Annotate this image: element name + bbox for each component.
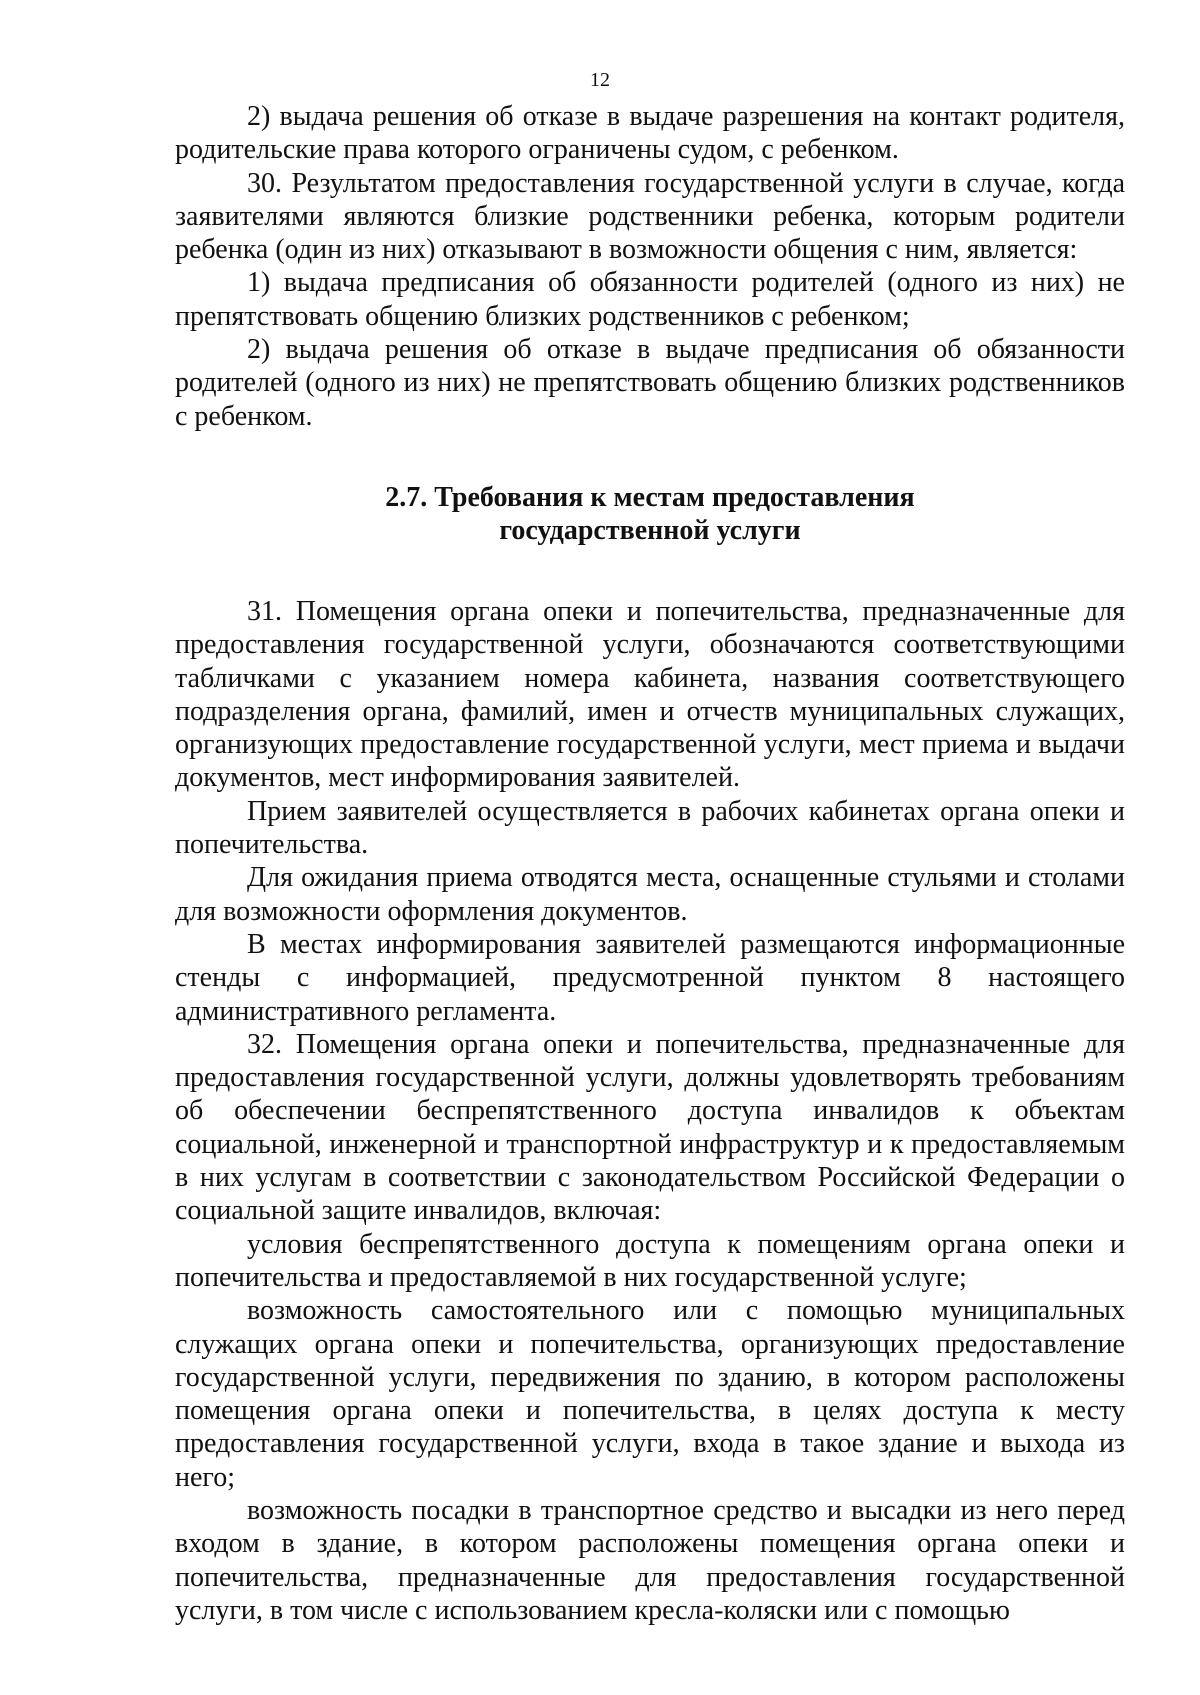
paragraph-info-stands: В местах информирования заявителей размещаются информационные стенды с информацией, предусмотренной пунктом 8 настоящего административного регламента.: [175, 928, 1125, 1027]
paragraph-movement: возможность самостоятельного или с помощью муниципальных служащих органа опеки и попечительства, организующих предоставление государственной услуги, передвижения по зданию, в котором расположены помещения органа опеки и попечительства, в целях доступа к месту предоставления государственной услуги, входа в такое здание и выхода из него;: [175, 1295, 1125, 1493]
paragraph-item-2-refusal-contact: 2) выдача решения об отказе в выдаче разрешения на контакт родителя, родительские права которого ограничены судом, с ребенком.: [175, 101, 1125, 166]
paragraph-reception: Прием заявителей осуществляется в рабочих кабинетах органа опеки и попечительства.: [175, 795, 1125, 861]
paragraph-31: 31. Помещения органа опеки и попечительства, предназначенные для предоставления государственной услуги, обозначаются соответствующими табличками с указанием номера кабинета, названия соответствующего подразделения органа, фамилий, имен и отчеств муниципальных служащих, организующих предоставление государственной услуги, мест приема и выдачи документов, мест информирования заявителей.: [175, 595, 1125, 794]
paragraph-transport: возможность посадки в транспортное средство и высадки из него перед входом в здание, в котором расположены помещения органа опеки и попечительства, предназначенные для предоставления государственной услуги, в том числе с использованием кресла-коляски или с помощью: [175, 1494, 1125, 1626]
paragraph-30-item-1: 1) выдача предписания об обязанности родителей (одного из них) не препятствовать общению близких родственников с ребенком;: [175, 267, 1125, 332]
section-heading-line-1: 2.7. Требования к местам предоставления: [385, 481, 915, 513]
page-number: 12: [590, 69, 610, 91]
section-heading: [175, 481, 1125, 547]
paragraph-32: 32. Помещения органа опеки и попечительства, предназначенные для предоставления государственной услуги, должны удовлетворять требованиям об обеспечении беспрепятственного доступа инвалидов к объектам социальной, инженерной и транспортной инфраструктур и к предоставляемым в них услугам в соответствии с законодательством Российской Федерации о социальной защите инвалидов, включая:: [175, 1028, 1125, 1227]
paragraph-30: 30. Результатом предоставления государственной услуги в случае, когда заявителями являются близкие родственники ребенка, которым родители ребенка (один из них) отказывают в возможности общения с ним, является:: [175, 167, 1125, 266]
section-heading-line-2: государственной услуги: [499, 514, 801, 546]
paragraph-30-item-2: 2) выдача решения об отказе в выдаче предписания об обязанности родителей (одного из них) не препятствовать общению близких родственников с ребенком.: [175, 334, 1125, 432]
paragraph-waiting: Для ожидания приема отводятся места, оснащенные стульями и столами для возможности оформления документов.: [175, 862, 1125, 927]
document-body: [175, 100, 1125, 1627]
paragraph-access-conditions: условия беспрепятственного доступа к помещениям органа опеки и попечительства и предоставляемой в них государственной услуге;: [175, 1228, 1125, 1293]
